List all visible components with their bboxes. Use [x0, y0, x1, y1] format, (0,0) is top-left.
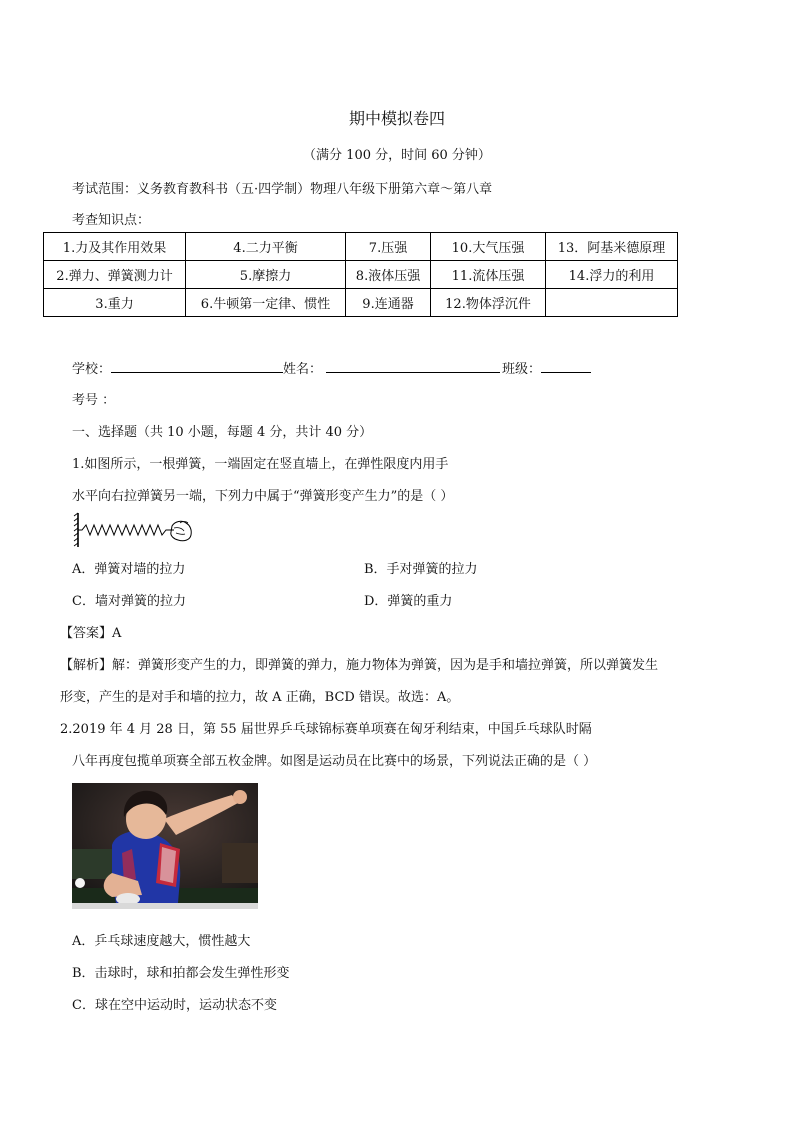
question-2-stem: 2.2019 年 4 月 28 日，第 55 届世界乒乓球锦标赛单项赛在匈牙利结束，中国乒乓球队时隔 [60, 722, 592, 737]
section-header: 一、选择题（共 10 小题，每题 4 分，共计 40 分） [72, 425, 373, 440]
table-cell: 7.压强 [346, 233, 431, 261]
question-1-option-c: C．墙对弹簧的拉力 [72, 594, 186, 609]
table-cell: 11.流体压强 [431, 261, 546, 289]
table-cell [546, 289, 678, 317]
table-cell: 2.弹力、弹簧测力计 [44, 261, 186, 289]
page-subtitle: （满分 100 分，时间 60 分钟） [303, 148, 491, 163]
class-label: 班级： [502, 362, 542, 377]
name-field[interactable] [326, 358, 500, 373]
question-1-stem-cont: 水平向右拉弹簧另一端，下列力中属于“弹簧形变产生力”的是（ ） [72, 489, 454, 504]
table-cell: 1.力及其作用效果 [44, 233, 186, 261]
table-cell: 12.物体浮沉件 [431, 289, 546, 317]
question-2-option-c: C．球在空中运动时，运动状态不变 [72, 998, 277, 1013]
class-field[interactable] [541, 358, 591, 373]
table-cell: 8.液体压强 [346, 261, 431, 289]
student-info-row [72, 358, 591, 377]
question-1-option-d: D．弹簧的重力 [364, 594, 453, 609]
question-2-option-b: B．击球时，球和拍都会发生弹性形变 [72, 966, 290, 981]
question-1-option-b: B．手对弹簧的拉力 [364, 562, 478, 577]
table-cell: 9.连通器 [346, 289, 431, 317]
exam-scope: 考试范围：义务教育教科书（五·四学制）物理八年级下册第六章～第八章 [72, 182, 493, 197]
table-cell: 13．阿基米德原理 [546, 233, 678, 261]
question-1-stem: 1.如图所示，一根弹簧，一端固定在竖直墙上，在弹性限度内用手 [72, 457, 449, 472]
question-2-option-a: A．乒乓球速度越大，惯性越大 [72, 934, 251, 949]
table-row [44, 233, 678, 261]
table-cell: 5.摩擦力 [186, 261, 346, 289]
page-title: 期中模拟卷四 [348, 109, 445, 128]
exam-number-label: 考号 ： [72, 393, 116, 408]
question-1-analysis: 【解析】解：弹簧形变产生的力，即弹簧的弹力，施力物体为弹簧，因为是手和墙拉弹簧，所以弹簧发生 [60, 658, 659, 673]
table-cell: 14.浮力的利用 [546, 261, 678, 289]
table-row [44, 261, 678, 289]
knowledge-table [43, 232, 678, 317]
question-2-stem-cont: 八年再度包揽单项赛全部五枚金牌。如图是运动员在比赛中的场景，下列说法正确的是（ ） [72, 754, 597, 769]
table-cell: 10.大气压强 [431, 233, 546, 261]
question-1-option-a: A．弹簧对墙的拉力 [72, 562, 186, 577]
table-cell: 4.二力平衡 [186, 233, 346, 261]
table-cell: 3.重力 [44, 289, 186, 317]
table-row [44, 289, 678, 317]
school-label: 学校： [72, 362, 112, 377]
name-label: 姓名： [283, 362, 323, 377]
question-1-answer: 【答案】A [60, 626, 122, 641]
knowledge-label: 考查知识点： [72, 213, 151, 228]
question-1-analysis-cont: 形变，产生的是对手和墙的拉力，故 A 正确，BCD 错误。故选：A。 [60, 690, 460, 705]
table-tennis-player-photo-icon [72, 783, 258, 909]
spring-hand-figure-icon [72, 511, 196, 549]
school-field[interactable] [111, 358, 283, 373]
table-cell: 6.牛顿第一定律、惯性 [186, 289, 346, 317]
